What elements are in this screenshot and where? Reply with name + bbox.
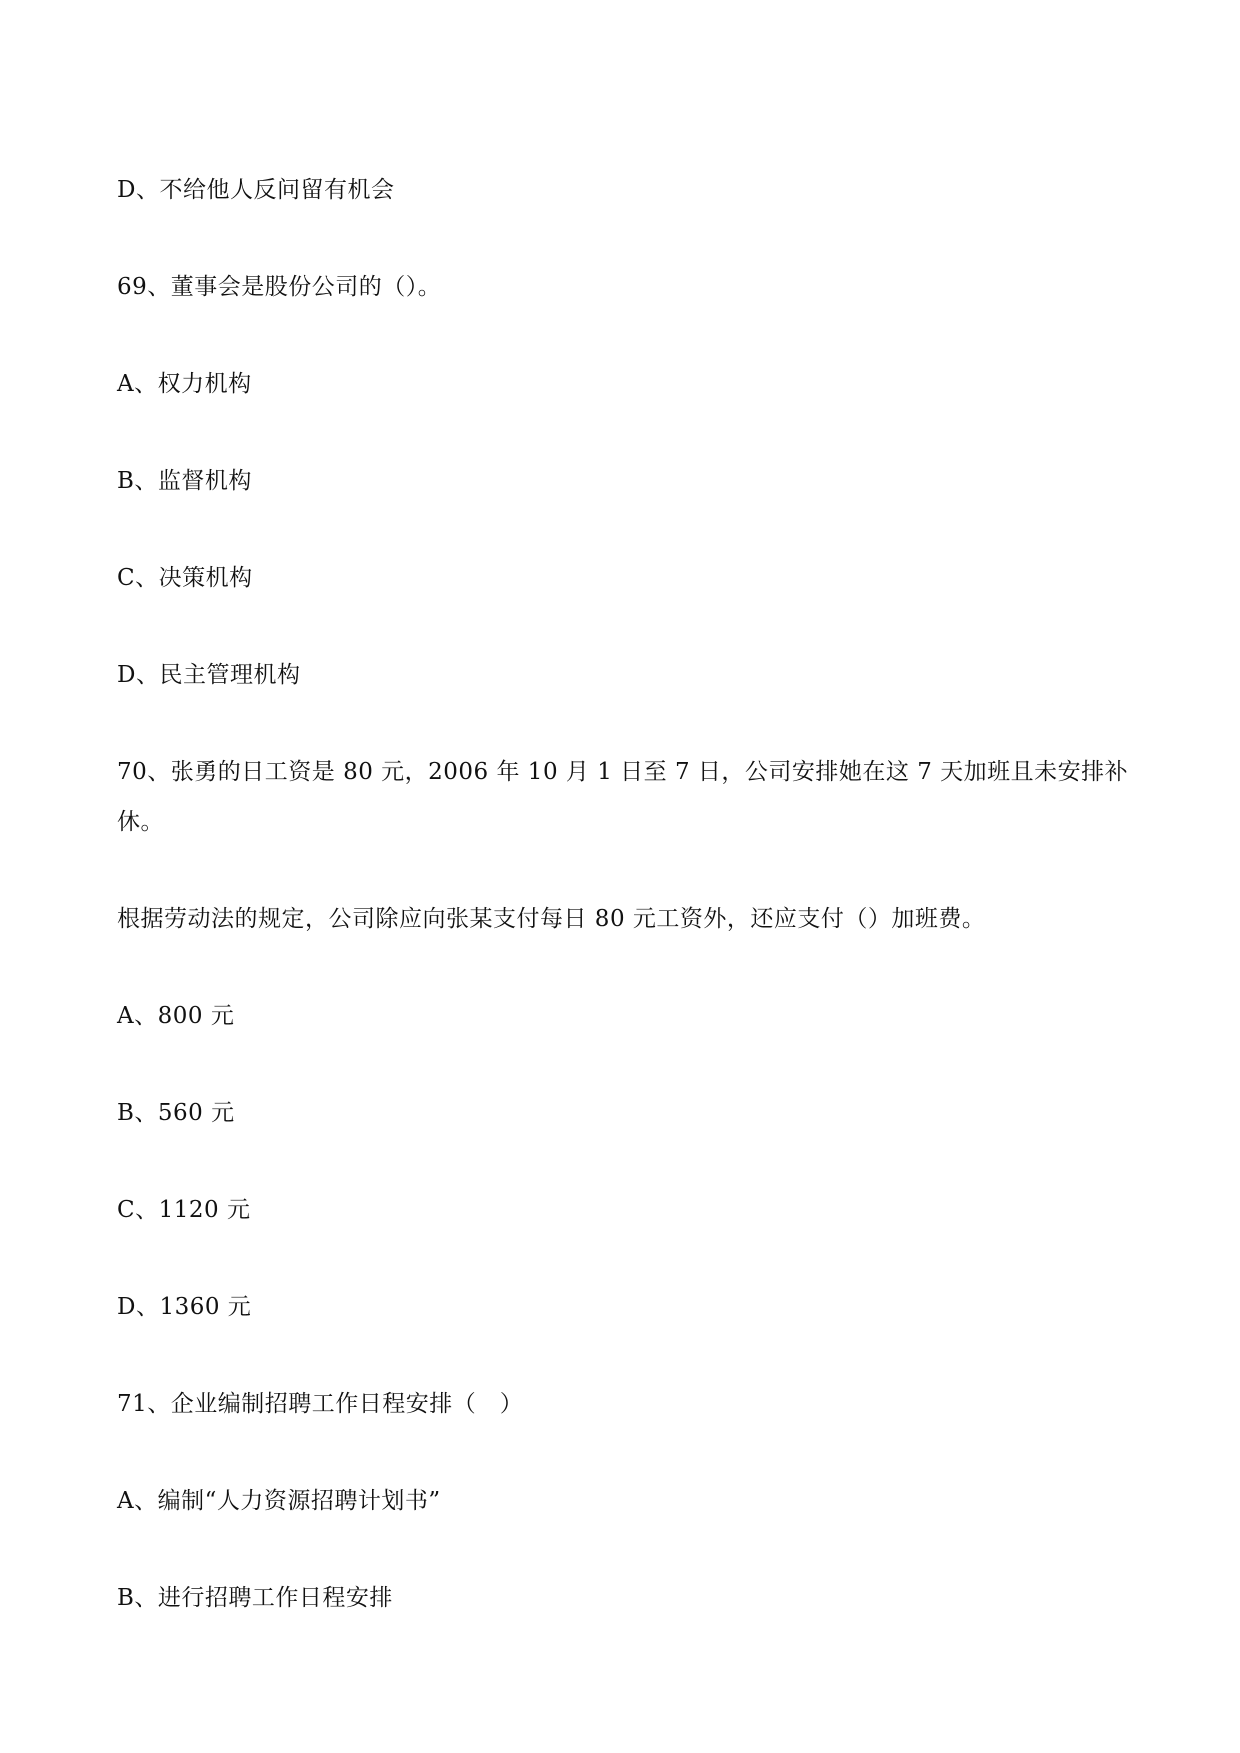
option-a-q69: A、权力机构 [117, 371, 252, 397]
option-d-q68: D、不给他人反问留有机会 [117, 177, 395, 203]
option-c-q69: C、决策机构 [117, 565, 253, 591]
option-d-q69: D、民主管理机构 [117, 662, 301, 688]
question-70-line-3: 根据劳动法的规定，公司除应向张某支付每日 80 元工资外，还应支付（）加班费。 [117, 906, 986, 932]
option-a-q71: A、编制“人力资源招聘计划书” [117, 1488, 441, 1514]
option-b-q70: B、560 元 [117, 1100, 235, 1126]
question-70-line-2: 休。 [117, 809, 164, 835]
option-a-q70: A、800 元 [117, 1003, 235, 1029]
option-b-q69: B、监督机构 [117, 468, 252, 494]
question-71: 71、企业编制招聘工作日程安排（ ） [117, 1391, 524, 1417]
option-b-q71: B、进行招聘工作日程安排 [117, 1585, 393, 1611]
question-69: 69、董事会是股份公司的（）。 [117, 274, 442, 300]
option-d-q70: D、1360 元 [117, 1294, 252, 1320]
option-c-q70: C、1120 元 [117, 1197, 251, 1223]
question-70-line-1: 70、张勇的日工资是 80 元，2006 年 10 月 1 日至 7 日，公司安排她在这 7 天加班且未安排补 [117, 759, 1129, 785]
